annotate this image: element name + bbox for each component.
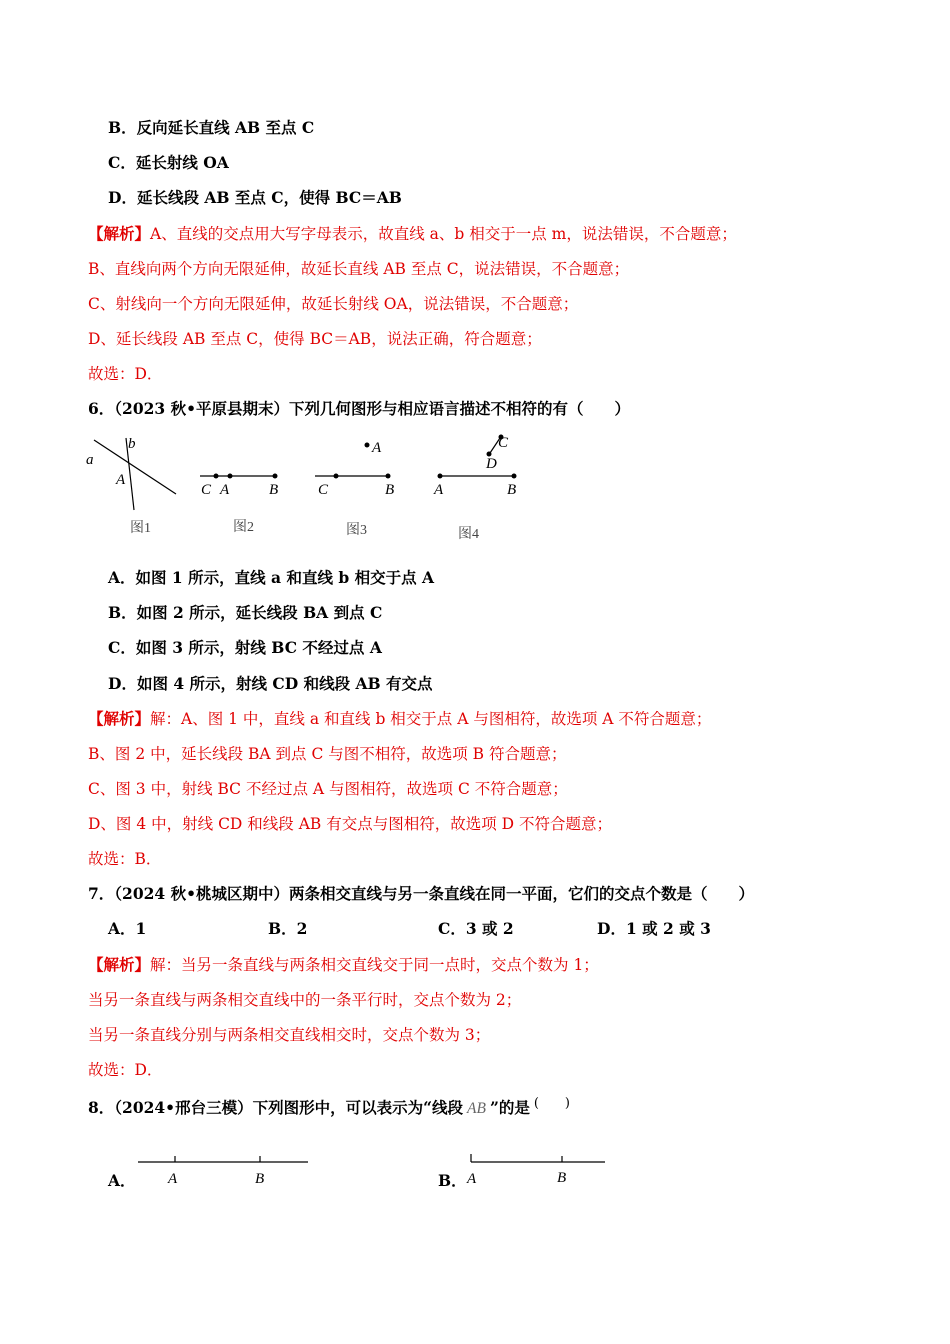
label-C: C (201, 482, 212, 498)
analysis-tag: 【解析】 (88, 955, 151, 974)
label-A: A (168, 1171, 178, 1187)
caption-fig1: 图1 (130, 521, 151, 536)
point-A (438, 474, 443, 479)
q8-option-a-figure (130, 1150, 320, 1190)
label-b: b (128, 436, 136, 452)
point-A (228, 474, 233, 479)
point-B (273, 474, 278, 479)
q7-analysis-line-3: 当另一条直线分别与两条相交直线相交时，交点个数为 3； (88, 1026, 491, 1044)
q8-stem-main: 8．（2024•邢台三模）下列图形中，可以表示为“线段 (88, 1098, 463, 1117)
q7-option-a: A．1 (108, 919, 147, 938)
q6-analysis-line-1: 【解析】解：A、图 1 中，直线 a 和直线 b 相交于点 A 与图相符，故选项 A 不符合题意； (88, 709, 712, 728)
q7-analysis-line-2: 当另一条直线与两条相交直线中的一条平行时，交点个数为 2； (88, 991, 522, 1009)
q8-option-b-letter: B． (438, 1171, 467, 1190)
q6-figure-4 (428, 430, 528, 545)
label-B: B (269, 482, 279, 498)
label-a: a (86, 452, 94, 468)
q5-option-c: C．延长射线 OA (108, 153, 229, 172)
q6-option-d: D．如图 4 所示，射线 CD 和线段 AB 有交点 (108, 674, 433, 693)
q7-stem: 7．（2024 秋•桃城区期中）两条相交直线与另一条直线在同一平面，它们的交点个数是（ ） (88, 884, 754, 903)
q6-analysis-line-4: D、图 4 中，射线 CD 和线段 AB 有交点与图相符，故选项 D 不符合题意； (88, 815, 613, 833)
point-A (365, 443, 370, 448)
label-B: B (255, 1171, 265, 1187)
analysis-tag: 【解析】 (88, 224, 151, 243)
q7-option-d: D．1 或 2 或 3 (597, 919, 711, 938)
q6-analysis-line-3: C、图 3 中，射线 BC 不经过点 A 与图相符，故选项 C 不符合题意； (88, 780, 568, 798)
analysis-tag: 【解析】 (88, 709, 151, 728)
q6-stem: 6．（2023 秋•平原县期末）下列几何图形与相应语言描述不相符的有（ ） (88, 399, 630, 418)
label-A: A (467, 1171, 477, 1187)
q7-analysis-conclusion: 故选：D． (88, 1061, 163, 1079)
q6-analysis-conclusion: 故选：B． (88, 850, 162, 868)
caption-fig3: 图3 (346, 523, 367, 538)
label-A: A (372, 440, 382, 456)
q5-option-d: D．延长线段 AB 至点 C，使得 BC＝AB (108, 188, 402, 207)
point-B (386, 474, 391, 479)
label-B: B (385, 482, 395, 498)
q7-option-c: C．3 或 2 (438, 919, 514, 938)
label-D: D (486, 456, 497, 472)
q6-option-b: B．如图 2 所示，延长线段 BA 到点 C (108, 603, 383, 622)
point-B (512, 474, 517, 479)
label-A: A (434, 482, 444, 498)
q5-analysis-line-3: C、射线向一个方向无限延伸，故延长射线 OA，说法错误，不合题意； (88, 295, 579, 313)
label-C: C (318, 482, 329, 498)
caption-fig2: 图2 (233, 520, 254, 535)
q8-option-b-figure (460, 1148, 620, 1188)
label-B: B (507, 482, 517, 498)
q6-option-c: C．如图 3 所示，射线 BC 不经过点 A (108, 638, 382, 657)
label-A: A (116, 472, 126, 488)
q6-figure-3 (310, 435, 410, 545)
q8-stem-ab: AB (467, 1100, 486, 1117)
q7-analysis-line-1: 【解析】解：当另一条直线与两条相交直线交于同一点时，交点个数为 1； (88, 955, 599, 974)
q5-analysis-conclusion: 故选：D． (88, 365, 163, 383)
q7-option-b: B．2 (268, 919, 308, 938)
label-C: C (498, 435, 509, 451)
q8-option-a-letter: A． (108, 1171, 136, 1190)
q5-analysis-line-2: B、直线向两个方向无限延伸，故延长直线 AB 至点 C，说法错误，不合题意； (88, 260, 630, 278)
q8-stem-end: ”的是 (489, 1098, 530, 1117)
point-C (334, 474, 339, 479)
label-A: A (220, 482, 230, 498)
q5-analysis-line-1: 【解析】A、直线的交点用大写字母表示，故直线 a、b 相交于一点 m，说法错误，不合题意； (88, 224, 737, 243)
q6-figure-2 (195, 455, 295, 545)
caption-fig4: 图4 (458, 527, 479, 542)
q8-stem-paren: ( ) (533, 1096, 571, 1111)
q6-figure-1 (80, 430, 190, 545)
point-C (214, 474, 219, 479)
q5-analysis-line-4: D、延长线段 AB 至点 C，使得 BC＝AB，说法正确，符合题意； (88, 330, 542, 348)
label-B: B (557, 1170, 567, 1186)
q6-option-a: A．如图 1 所示，直线 a 和直线 b 相交于点 A (108, 568, 434, 587)
q5-option-b: B．反向延长直线 AB 至点 C (108, 118, 315, 137)
q8-stem (88, 1097, 570, 1121)
q6-analysis-line-2: B、图 2 中，延长线段 BA 到点 C 与图不相符，故选项 B 符合题意； (88, 745, 567, 763)
